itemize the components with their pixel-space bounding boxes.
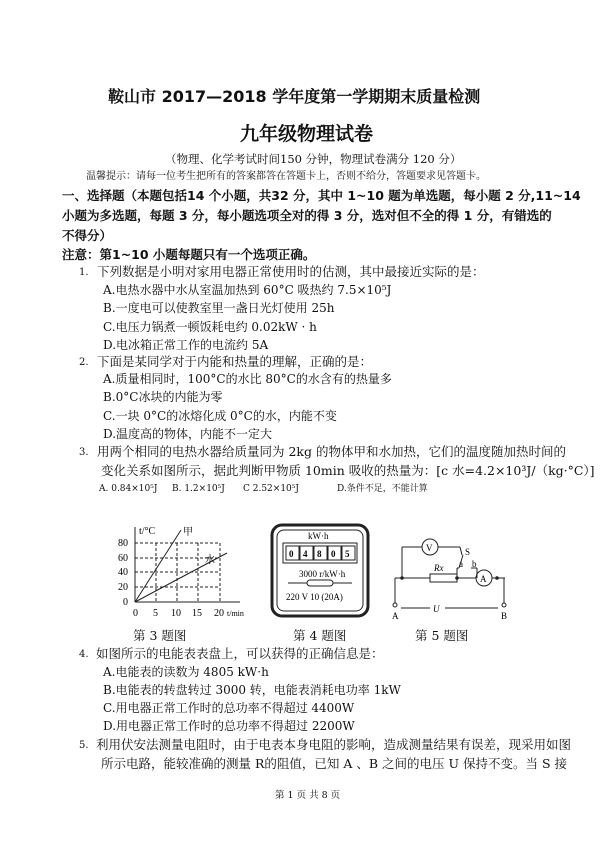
question-number: 1. <box>79 267 89 278</box>
option: D.用电器正常工作时的总功率不得超过 2200W <box>103 719 355 733</box>
option: A.质量相同时，100°C的水比 80°C的水含有的热量多 <box>103 372 392 386</box>
question-stem: 用两个相同的电热水器给质量同为 2kg 的物体甲和水加热，它们的温度随加热时间的 <box>97 444 566 459</box>
meter-digit: 0 <box>331 549 336 559</box>
question-stem-cont: 变化关系如图所示，据此判断甲物质 10min 吸收的热量为：[c 水=4.2×10³J/（kg·°C）] <box>101 463 595 478</box>
question-stem: 如图所示的电能表表盘上，可以获得的正确信息是： <box>96 646 384 661</box>
question-number: 2. <box>79 357 89 368</box>
meter-digit: 0 <box>289 549 294 559</box>
paper-subtitle: 九年级物理试卷 <box>240 123 374 145</box>
option: A. 0.84×10⁵J <box>99 484 158 494</box>
x-tick: 5 <box>153 608 158 619</box>
question-number: 4. <box>79 649 89 660</box>
page-footer: 第 1 页 共 8 页 <box>275 790 341 801</box>
y-tick: 60 <box>118 553 128 564</box>
question-stem: 下面是某同学对于内能和热量的理解，正确的是： <box>97 354 373 369</box>
option: D.温度高的物体，内能不一定大 <box>103 427 273 441</box>
option: A.电热水器中水从室温加热到 60°C 吸热约 7.5×10⁵J <box>103 283 392 297</box>
terminal-a-label: A <box>392 611 399 621</box>
option: C 2.52×10⁵J <box>243 484 299 494</box>
option: D.条件不足，不能计算 <box>337 484 428 494</box>
line-label-jia: 甲 <box>183 527 193 538</box>
x-tick: 15 <box>192 608 202 619</box>
meter-rating: 220 V 10 (20A) <box>286 592 343 602</box>
meter-digit: 8 <box>317 549 322 559</box>
voltmeter-label: V <box>426 543 433 553</box>
x-tick: 10 <box>171 608 181 619</box>
question-number: 5. <box>79 740 89 751</box>
y-tick: 20 <box>118 582 128 593</box>
temperature-time-graph <box>115 525 245 620</box>
option: C.一块 0°C的冰熔化成 0°C的水，内能不变 <box>103 409 337 423</box>
question-stem: 利用伏安法测量电阻时，由于电表本身电阻的影响，造成测量结果有误差，现采用如图 <box>96 737 572 752</box>
section-heading: 一、选择题（本题包括14 个小题，共32 分，其中 1~10 题为单选题，每小题 2 分,11~14 <box>62 188 581 203</box>
meter-rev-rate: 3000 r/kW·h <box>299 569 346 579</box>
circuit-diagram <box>385 525 508 621</box>
reminder: 温馨提示：请每一位考生把所有的答案都答在答题卡上，否则不给分，答题要求见答题卡。 <box>86 171 486 182</box>
option: B.电能表的转盘转过 3000 转，电能表消耗电功率 1kW <box>103 683 401 697</box>
section-heading-3: 不得分） <box>62 228 113 243</box>
question-stem-cont: 所示电路，能较准确的测量 R的阻值，已知 A 、B 之间的电压 U 保持不变。当 S 接 <box>101 756 568 771</box>
question-number: 3. <box>79 447 89 458</box>
option: C.电压力锅煮一顿饭耗电约 0.02kW · h <box>103 320 317 334</box>
voltage-label: U <box>433 604 440 614</box>
y-tick: 80 <box>118 538 128 549</box>
section-heading-2: 小题为多选题，每题 3 分，每小题选项全对的得 3 分，选对但不全的得 1 分，有错选的 <box>62 208 552 223</box>
figure-caption: 第 4 题图 <box>293 628 347 643</box>
meter-unit: kW·h <box>308 531 329 541</box>
meter-digit: 4 <box>303 549 308 559</box>
figure-caption: 第 3 题图 <box>133 628 187 643</box>
y-tick: 40 <box>118 567 128 578</box>
question-stem: 下列数据是小明对家用电器正常使用时的估测，其中最接近实际的是： <box>97 264 485 279</box>
switch-label: S <box>465 547 471 557</box>
contact-a-label: a <box>459 559 463 569</box>
contact-b-label: b <box>472 559 477 569</box>
x-axis-label: t/min <box>227 609 244 618</box>
meter-digit: 5 <box>345 549 350 559</box>
y-axis-label: t/°C <box>139 526 156 537</box>
time-note: （物理、化学考试时间150 分钟，物理试卷满分 120 分） <box>165 152 462 166</box>
terminal-b-label: B <box>501 611 508 621</box>
option: B.0°C冰块的内能为零 <box>103 390 223 404</box>
electric-meter-figure <box>270 523 370 618</box>
option: C.用电器正常工作时的总功率不得超过 4400W <box>103 701 355 715</box>
ammeter-label: A <box>480 574 487 584</box>
x-tick: 20 <box>214 608 224 619</box>
option: A.电能表的读数为 4805 kW·h <box>103 665 269 679</box>
resistor-label: Rx <box>434 563 444 573</box>
option: D.电冰箱正常工作的电流约 5A <box>103 338 269 352</box>
exam-title: 鞍山市 2017—2018 学年度第一学期期末质量检测 <box>108 87 481 106</box>
line-jia <box>135 530 181 602</box>
line-label-water: 水 <box>205 555 215 566</box>
figure-caption: 第 5 题图 <box>415 628 469 643</box>
option: B.一度电可以使教室里一盏日光灯使用 25h <box>103 301 335 315</box>
section-note: 注意：第1~10 小题每题只有一个选项正确。 <box>62 247 316 262</box>
x-tick: 0 <box>133 608 138 619</box>
option: B. 1.2×10⁵J <box>172 484 225 494</box>
y-tick: 0 <box>123 597 128 608</box>
